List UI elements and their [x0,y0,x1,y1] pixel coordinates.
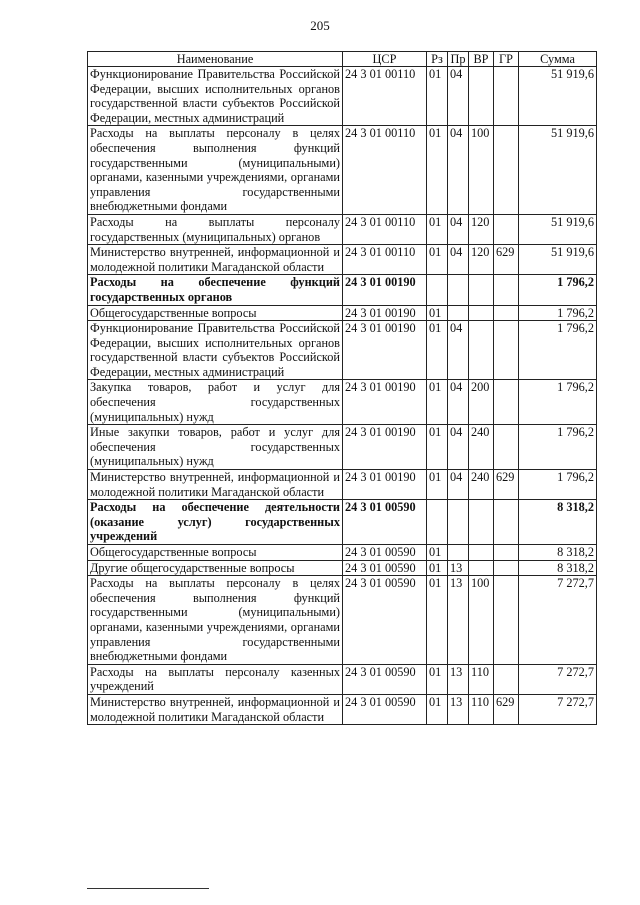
page-number: 205 [310,18,330,33]
table-row [88,305,597,321]
cell-csr: 24 3 01 00590 [343,545,427,561]
cell-gr: 629 [494,470,519,500]
header-rz: Рз [427,52,448,67]
cell-vr: 120 [469,245,494,275]
header-row [88,52,597,67]
cell-pr: 04 [448,470,469,500]
cell-sum: 8 318,2 [519,545,597,561]
header-sum: Сумма [519,52,597,67]
cell-name: Функционирование Правительства Российской Федерации, высших исполнительных органов государственной власти субъектов Российской Федерации, местных администраций [88,321,343,380]
table-row [88,545,597,561]
cell-csr: 24 3 01 00110 [343,245,427,275]
cell-name: Расходы на выплаты персоналу в целях обеспечения выполнения функций государственными (муниципальными) органами, казенными учреждениями, органами управления государственными внебюджетными фондами [88,126,343,215]
cell-gr: 629 [494,694,519,724]
table-row [88,321,597,380]
cell-gr [494,214,519,244]
table-row [88,500,597,545]
cell-sum: 51 919,6 [519,214,597,244]
cell-rz: 01 [427,126,448,215]
cell-pr [448,305,469,321]
cell-csr: 24 3 01 00590 [343,664,427,694]
cell-pr: 13 [448,576,469,665]
cell-csr: 24 3 01 00590 [343,500,427,545]
cell-vr [469,305,494,321]
cell-vr [469,275,494,305]
cell-csr: 24 3 01 00190 [343,380,427,425]
cell-sum: 7 272,7 [519,664,597,694]
cell-pr: 13 [448,694,469,724]
header-name: Наименование [88,52,343,67]
cell-name: Функционирование Правительства Российской Федерации, высших исполнительных органов государственной власти субъектов Российской Федерации, местных администраций [88,67,343,126]
cell-pr [448,545,469,561]
cell-sum: 8 318,2 [519,560,597,576]
cell-csr: 24 3 01 00190 [343,470,427,500]
cell-name: Расходы на обеспечение деятельности (оказание услуг) государственных учреждений [88,500,343,545]
header-csr: ЦСР [343,52,427,67]
cell-vr: 240 [469,425,494,470]
cell-vr: 110 [469,694,494,724]
cell-gr [494,275,519,305]
cell-rz: 01 [427,576,448,665]
cell-vr [469,500,494,545]
cell-rz: 01 [427,545,448,561]
cell-name: Другие общегосударственные вопросы [88,560,343,576]
table-row [88,67,597,126]
cell-gr [494,664,519,694]
cell-name: Иные закупки товаров, работ и услуг для обеспечения государственных (муниципальных) нужд [88,425,343,470]
cell-rz [427,500,448,545]
cell-name: Расходы на выплаты персоналу казенных учреждений [88,664,343,694]
table-row [88,576,597,665]
cell-sum: 1 796,2 [519,425,597,470]
cell-gr [494,425,519,470]
cell-sum: 51 919,6 [519,245,597,275]
cell-csr: 24 3 01 00190 [343,275,427,305]
cell-sum: 7 272,7 [519,694,597,724]
cell-pr: 13 [448,664,469,694]
cell-sum: 1 796,2 [519,321,597,380]
cell-name: Закупка товаров, работ и услуг для обеспечения государственных (муниципальных) нужд [88,380,343,425]
header-vr: ВР [469,52,494,67]
cell-rz: 01 [427,380,448,425]
table-row [88,275,597,305]
cell-name: Расходы на выплаты персоналу государственных (муниципальных) органов [88,214,343,244]
cell-pr: 13 [448,560,469,576]
cell-name: Общегосударственные вопросы [88,305,343,321]
table-body [88,67,597,725]
cell-csr: 24 3 01 00590 [343,560,427,576]
cell-csr: 24 3 01 00110 [343,67,427,126]
cell-pr: 04 [448,245,469,275]
cell-pr: 04 [448,380,469,425]
cell-gr [494,576,519,665]
cell-vr: 110 [469,664,494,694]
cell-vr: 120 [469,214,494,244]
cell-sum: 8 318,2 [519,500,597,545]
cell-rz: 01 [427,305,448,321]
cell-sum: 7 272,7 [519,576,597,665]
cell-name: Министерство внутренней, информационной и молодежной политики Магаданской области [88,694,343,724]
cell-rz: 01 [427,321,448,380]
cell-rz: 01 [427,425,448,470]
cell-rz: 01 [427,664,448,694]
cell-pr: 04 [448,425,469,470]
cell-gr [494,500,519,545]
table-row [88,664,597,694]
cell-vr [469,67,494,126]
cell-gr: 629 [494,245,519,275]
cell-name: Общегосударственные вопросы [88,545,343,561]
cell-vr: 100 [469,576,494,665]
header-pr: Пр [448,52,469,67]
cell-csr: 24 3 01 00110 [343,126,427,215]
cell-pr [448,275,469,305]
table-row [88,560,597,576]
cell-rz: 01 [427,560,448,576]
cell-pr: 04 [448,214,469,244]
cell-vr [469,560,494,576]
table-row [88,425,597,470]
cell-csr: 24 3 01 00110 [343,214,427,244]
cell-vr: 240 [469,470,494,500]
table-row [88,380,597,425]
cell-gr [494,321,519,380]
cell-name: Расходы на обеспечение функций государственных органов [88,275,343,305]
cell-pr [448,500,469,545]
cell-sum: 1 796,2 [519,470,597,500]
cell-gr [494,380,519,425]
cell-rz [427,275,448,305]
cell-csr: 24 3 01 00190 [343,305,427,321]
cell-pr: 04 [448,67,469,126]
cell-sum: 1 796,2 [519,305,597,321]
header-gr: ГР [494,52,519,67]
cell-rz: 01 [427,470,448,500]
cell-gr [494,305,519,321]
cell-csr: 24 3 01 00590 [343,694,427,724]
cell-vr [469,545,494,561]
cell-name: Министерство внутренней, информационной и молодежной политики Магаданской области [88,470,343,500]
budget-table [87,51,597,725]
cell-csr: 24 3 01 00190 [343,321,427,380]
cell-vr: 100 [469,126,494,215]
cell-gr [494,560,519,576]
cell-rz: 01 [427,214,448,244]
cell-rz: 01 [427,694,448,724]
cell-vr: 200 [469,380,494,425]
cell-gr [494,126,519,215]
cell-sum: 51 919,6 [519,126,597,215]
table-row [88,214,597,244]
cell-gr [494,67,519,126]
cell-gr [494,545,519,561]
footnote-separator [87,888,209,889]
cell-csr: 24 3 01 00190 [343,425,427,470]
table-row [88,245,597,275]
cell-sum: 51 919,6 [519,67,597,126]
cell-vr [469,321,494,380]
table-row [88,694,597,724]
cell-rz: 01 [427,245,448,275]
cell-sum: 1 796,2 [519,380,597,425]
table-row [88,126,597,215]
cell-name: Расходы на выплаты персоналу в целях обеспечения выполнения функций государственными (муниципальными) органами, казенными учреждениями, органами управления государственными внебюджетными фондами [88,576,343,665]
cell-rz: 01 [427,67,448,126]
cell-pr: 04 [448,126,469,215]
cell-name: Министерство внутренней, информационной и молодежной политики Магаданской области [88,245,343,275]
cell-pr: 04 [448,321,469,380]
table-row [88,470,597,500]
cell-csr: 24 3 01 00590 [343,576,427,665]
cell-sum: 1 796,2 [519,275,597,305]
